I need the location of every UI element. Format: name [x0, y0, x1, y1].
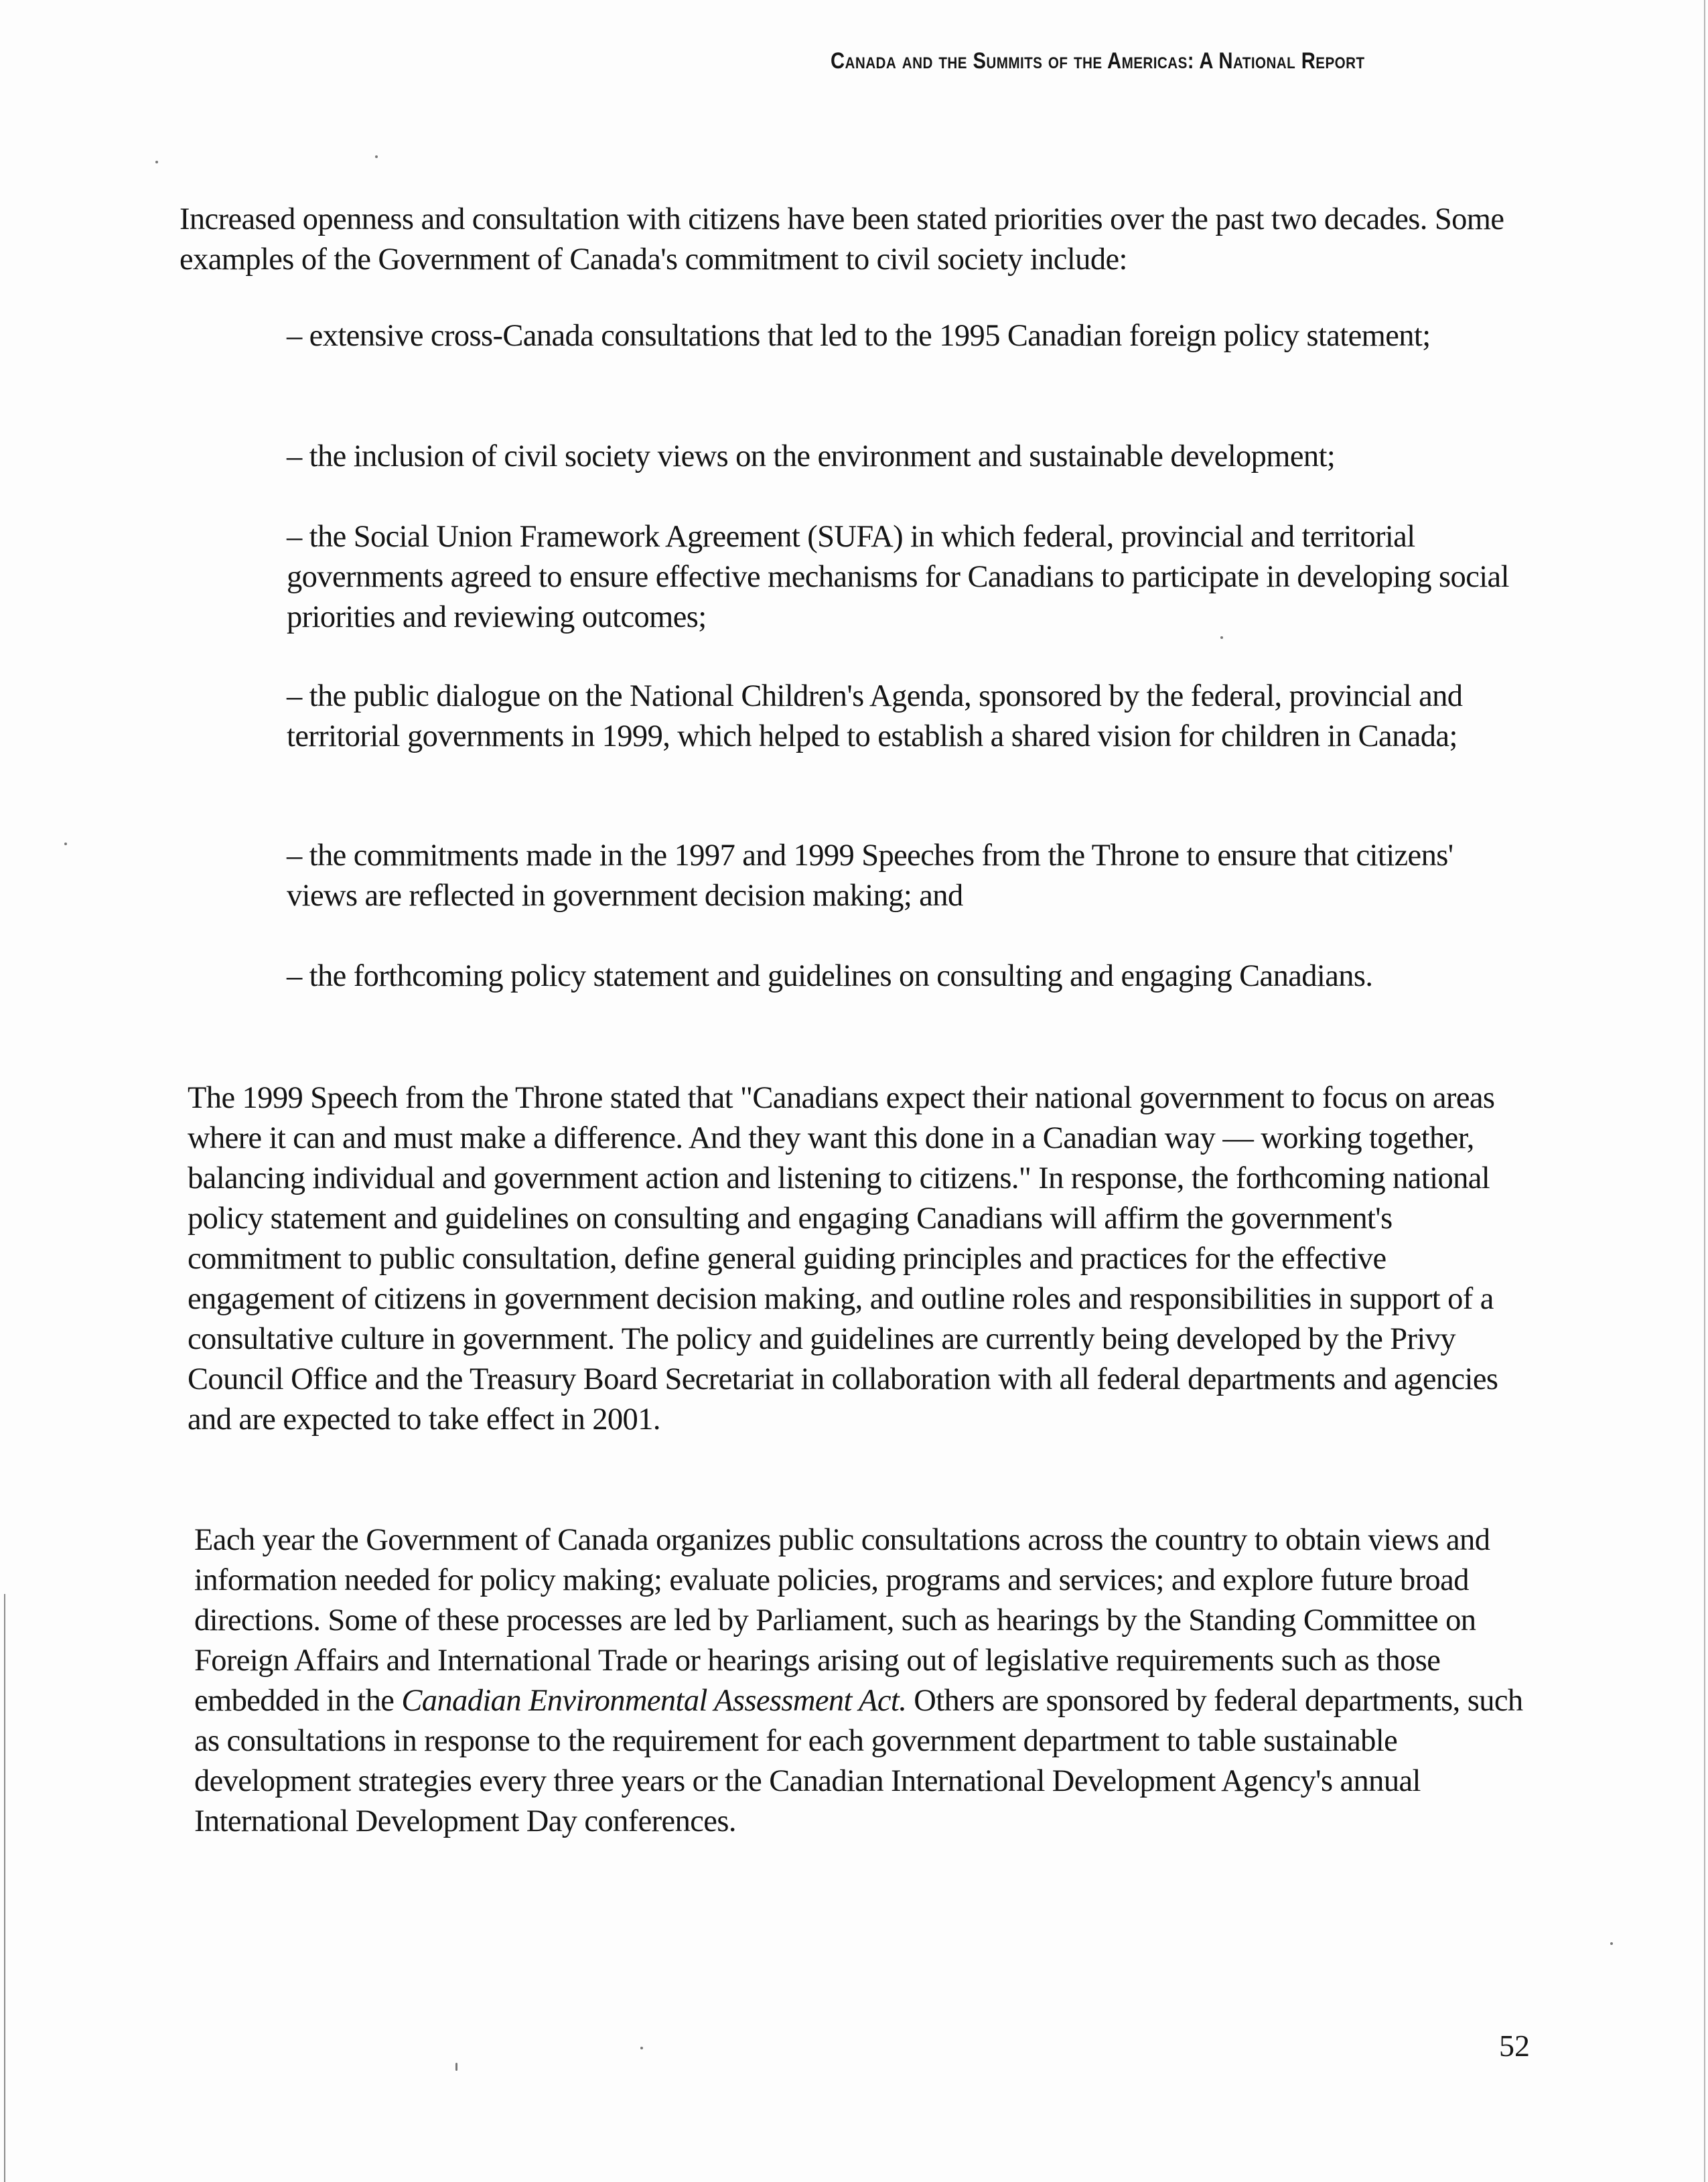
- scan-speck: [1610, 1942, 1613, 1945]
- scan-speck: [1220, 636, 1223, 639]
- paragraph-text: Each year the Government of Canada organizes public consultations across the country to obtain views and information needed for policy making; evaluate policies, programs and services; and explore future broad directions. Some of these processes are led by Parliament, such as hearings by the Standing Committee on Foreign Affairs and International Trade or hearings arising out of legislative requirements such as those embedded in the: [194, 1523, 1490, 1718]
- list-item: – extensive cross-Canada consultations that led to the 1995 Canadian foreign policy statement;: [287, 319, 1431, 353]
- page-number: 52: [1499, 2029, 1530, 2063]
- list-item: – the inclusion of civil society views on the environment and sustainable development;: [287, 439, 1336, 474]
- list-item: – the Social Union Framework Agreement (SUFA) in which federal, provincial and territorial governments agreed to ensure effective mechanisms for Canadians to participate in developing social priorities and reviewing outcomes;: [287, 520, 1509, 634]
- intro-paragraph: Increased openness and consultation with citizens have been stated priorities over the past two decades. Some examples of the Government of Canada's commitment to civil society include:: [180, 202, 1504, 277]
- throne-speech-paragraph: The 1999 Speech from the Throne stated that "Canadians expect their national government to focus on areas where it can and must make a difference. And they want this done in a Canadian way — working together, balancing individual and government action and listening to citizens." In response, the forthcoming national policy statement and guidelines on consulting and engaging Canadians will affirm the government's commitment to public consultation, define general guiding principles and practices for the effective engagement of citizens in government decision making, and outline roles and responsibilities in support of a consultative culture in government. The policy and guidelines are currently being developed by the Privy Council Office and the Treasury Board Secretariat in collaboration with all federal departments and agencies and are expected to take effect in 2001.: [188, 1081, 1498, 1437]
- scan-speck: [455, 2063, 457, 2071]
- list-item: – the forthcoming policy statement and guidelines on consulting and engaging Canadians.: [287, 959, 1373, 993]
- scan-speck: [155, 161, 158, 163]
- running-header: Canada and the Summits of the Americas: A National Report: [831, 48, 1365, 74]
- consultations-paragraph: [194, 1520, 1527, 1842]
- scan-edge-left: [4, 1594, 5, 2182]
- scan-speck: [64, 843, 67, 845]
- scan-edge-right: [1704, 0, 1705, 2182]
- act-title: Canadian Environmental Assessment Act.: [401, 1684, 907, 1718]
- list-item: – the public dialogue on the National Children's Agenda, sponsored by the federal, provincial and territorial governments in 1999, which helped to establish a shared vision for children in Canada;: [287, 679, 1463, 753]
- paragraph-text: Others are sponsored by federal departments, such as consultations in response to the requirement for each government department to table sustainable development strategies every three years or the Canadian International Development Agency's annual International Development Day conferences.: [194, 1684, 1523, 1838]
- scan-speck: [640, 2047, 643, 2049]
- list-item: – the commitments made in the 1997 and 1999 Speeches from the Throne to ensure that citizens' views are reflected in government decision making; and: [287, 839, 1453, 913]
- scan-speck: [375, 155, 378, 158]
